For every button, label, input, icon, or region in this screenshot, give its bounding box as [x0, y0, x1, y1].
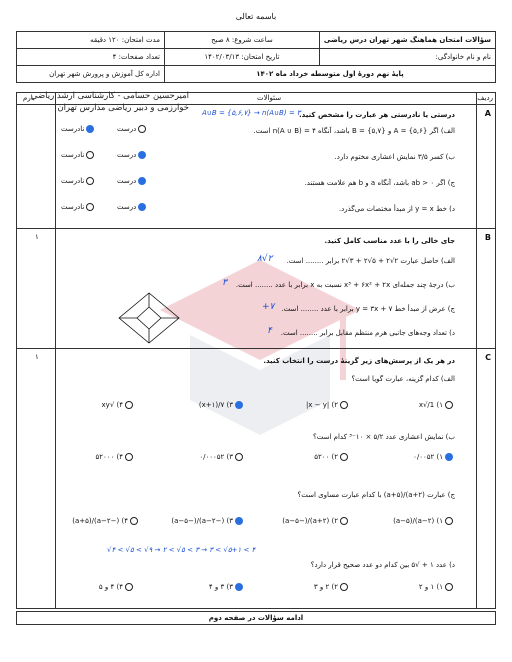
teacher-credit [14, 90, 189, 114]
handwritten-answer: +۷ [262, 302, 275, 312]
question-stem: الف) کدام گزینه، عبارت گویا است؟ [351, 375, 455, 383]
section-score: ۱ [35, 233, 39, 241]
choice[interactable]: ۳) ۰/۰۰۰۵۲ [199, 453, 245, 461]
exam-header-table [16, 31, 496, 83]
section-instruction: جای خالی را با عدد مناسب کامل کنید. [324, 237, 455, 245]
grade-title: پایهٔ نهم دورهٔ اول متوسطه خرداد ماه ۱۴۰۲ [164, 66, 495, 83]
fill-blank-a: الف) حاصل عبارت ۲√۲ + ۵√۲ + ۳√۲ برابر ........ است. [286, 257, 455, 265]
handwritten-note: √۴ < √۵ < √۹ → ۲ < √۵ < ۳ → ۳ < √۵+۱ < ۴ [107, 546, 256, 554]
fill-blank-b: ب) درجهٔ چند جمله‌ای x³ + ۶x² + ۲x نسبت به x برابر با عدد ........ است. [235, 281, 455, 289]
handwritten-answer: ۴ [267, 326, 272, 336]
exam-title: سؤالات امتحان هماهنگ شهر تهران درس ریاضی [319, 32, 495, 49]
choice[interactable]: ۴) ۵۲۰۰۰ [95, 453, 135, 461]
choice[interactable]: ۱) 1/√x [419, 401, 455, 409]
page-count: تعداد صفحات: ۴ [17, 49, 165, 66]
statement-a: الف) اگر A = {۵,۶} و B = {۵,۷} باشد، آنگاه n(A ∪ B) = ۴ است. [253, 127, 455, 135]
option-false[interactable]: نادرست [61, 151, 96, 159]
statement-b: ب) کسر ۳/۵ نمایش اعشاری مختوم دارد. [334, 153, 455, 161]
handwritten-note: A∪B = {۵,۶,۷} → n(A∪B) = ۳ [202, 109, 301, 117]
basmala: باسمه تعالی [235, 12, 277, 21]
choice[interactable]: ۲) ۵۲۰۰ [314, 453, 350, 461]
question-stem: ب) نمایش اعشاری عدد ۵/۲ × ۱۰⁻³ کدام است؟ [313, 433, 455, 441]
handwritten-answer: ۳ [222, 278, 227, 288]
choice[interactable]: ۴) √xy [102, 401, 135, 409]
option-true[interactable]: درست [117, 177, 148, 185]
handwritten-answer: ۸√۲ [257, 254, 273, 264]
option-false[interactable]: نادرست [61, 203, 96, 211]
col-questions-label: سئوالات [257, 94, 282, 102]
choice[interactable]: ۳) ۷/(x+۱) [199, 401, 245, 409]
office-name: اداره کل آموزش و پرورش شهر تهران [17, 66, 165, 83]
col-score-label: بارم [23, 94, 35, 102]
section-b [17, 228, 495, 348]
choice[interactable]: ۳) (−a−۲)/(−a−۵) [171, 517, 245, 525]
choice[interactable]: ۱) ۱ و ۲ [419, 583, 455, 591]
start-time: ساعت شروع: ۸ صبح [164, 32, 319, 49]
choice[interactable]: ۲) ۲ و ۳ [314, 583, 350, 591]
statement-c: ج) اگر ab > ۰ باشد، آنگاه a و b هم علامت هستند. [304, 179, 455, 187]
question-stem: د) عدد ۱ + √۵ بین کدام دو عدد صحیح قرار دارد؟ [310, 561, 455, 569]
choice[interactable]: ۲) (a+۲)/(−a−۵) [282, 517, 350, 525]
choice[interactable]: ۲) |x − y| [306, 401, 350, 409]
section-score: ۱ [35, 353, 39, 361]
section-letter: C [485, 353, 491, 362]
choice[interactable]: ۱) ۰/۰۰۵۲ [413, 453, 455, 461]
statement-d: د) خط y = x از مبدأ مختصات می‌گذرد. [338, 205, 455, 213]
teacher-line-2: خوارزمی و دبیر ریاضی مدارس تهران [57, 103, 189, 113]
option-false[interactable]: نادرست [61, 125, 96, 133]
student-name-field[interactable]: نام و نام خانوادگی: [319, 49, 495, 66]
continue-note: ادامه سؤالات در صفحه دوم [16, 611, 496, 625]
fill-blank-c: ج) عرض از مبدأ خط y = ۳x + ۷ برابر با عدد ........ است. [281, 305, 455, 313]
section-a [17, 105, 495, 228]
section-letter: A [484, 109, 491, 118]
teacher-line-1: امیرحسین حسامی - کارشناسی ارشد ریاضی [30, 91, 189, 101]
choice[interactable]: ۴) (−a−۲)/(a+۵) [72, 517, 140, 525]
radio-selected[interactable] [86, 125, 94, 133]
option-true[interactable]: درست [117, 125, 148, 133]
choice[interactable]: ۳) ۳ و ۴ [209, 583, 245, 591]
question-stem: ج) عبارت (a+۲)/(a+۵) با کدام عبارت مساوی است؟ [297, 491, 455, 499]
fill-blank-d: د) تعداد وجه‌های جانبی هرم منتظم مقابل برابر ........ است. [280, 329, 455, 337]
choice[interactable]: ۴) ۴ و ۵ [99, 583, 135, 591]
option-false[interactable]: نادرست [61, 177, 96, 185]
choice[interactable]: ۱) (a−۲)/(a−۵) [393, 517, 455, 525]
questions-grid [16, 92, 496, 609]
section-letter: B [484, 233, 491, 242]
exam-date: تاریخ امتحان: ۱۴۰۲/۰۳/۱۳ [164, 49, 319, 66]
section-instruction: درستی یا نادرستی هر عبارت را مشخص کنید. [299, 111, 455, 119]
section-instruction: در هر یک از پرسش‌های زیر گزینهٔ درست را انتخاب کنید. [263, 357, 455, 365]
radio[interactable] [138, 125, 146, 133]
duration: مدت امتحان: ۱۲۰ دقیقه [17, 32, 165, 49]
option-true[interactable]: درست [117, 151, 148, 159]
pyramid-figure [117, 291, 181, 345]
option-true[interactable]: درست [117, 203, 148, 211]
section-c [17, 348, 495, 610]
col-row-label: ردیف [477, 94, 493, 102]
